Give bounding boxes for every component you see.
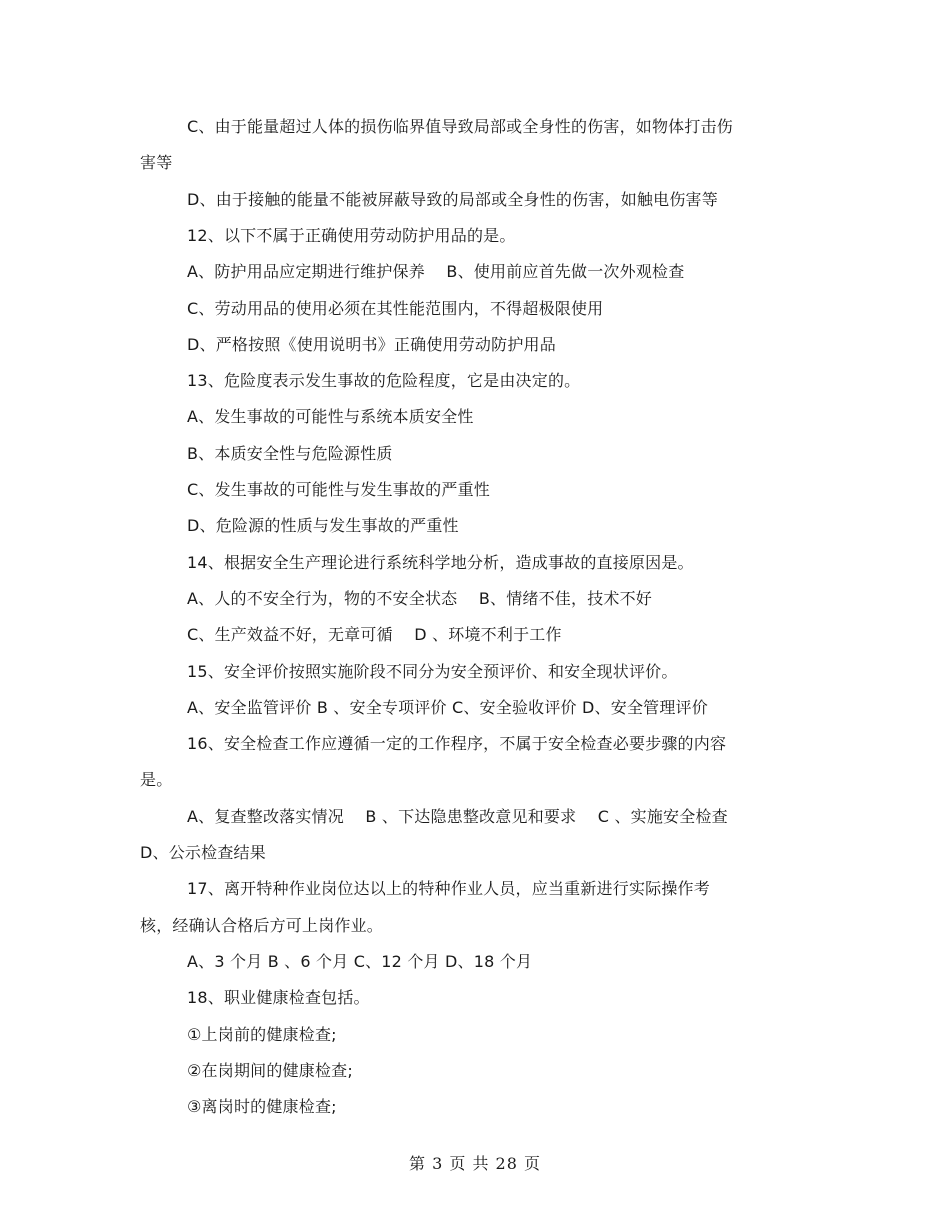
text-line: D、严格按照《使用说明书》正确使用劳动防护用品	[187, 334, 556, 354]
text-line: C、发生事故的可能性与发生事故的严重性	[187, 480, 490, 499]
text-line: A、安全监管评价 B 、安全专项评价 C、安全验收评价 D、安全管理评价	[187, 697, 708, 717]
text-line: B、本质安全性与危险源性质	[187, 443, 393, 463]
text-line: 17、离开特种作业岗位达以上的特种作业人员，应当重新进行实际操作考	[187, 879, 710, 899]
text-line: C、劳动用品的使用必须在其性能范围内，不得超极限使用	[187, 298, 604, 318]
text-line: ③离岗时的健康检查;	[187, 1097, 337, 1117]
text-line: A、发生事故的可能性与系统本质安全性	[187, 407, 474, 427]
text-line: A、复查整改落实情况 B 、下达隐患整改意见和要求 C 、实施安全检查	[187, 806, 728, 826]
text-line: D、公示检查结果	[140, 843, 266, 862]
text-line: D、危险源的性质与发生事故的严重性	[187, 516, 459, 536]
text-line: 14、根据安全生产理论进行系统科学地分析，造成事故的直接原因是。	[187, 552, 694, 572]
text-line: A、防护用品应定期进行维护保养 B、使用前应首先做一次外观检查	[187, 262, 685, 282]
text-line: C、由于能量超过人体的损伤临界值导致局部或全身性的伤害，如物体打击伤	[187, 117, 733, 136]
text-line: 16、安全检查工作应遵循一定的工作程序，不属于安全检查必要步骤的内容	[187, 734, 727, 754]
text-line: 害等	[140, 153, 173, 173]
text-line: 13、危险度表示发生事故的危险程度，它是由决定的。	[187, 371, 581, 391]
text-line: D、由于接触的能量不能被屏蔽导致的局部或全身性的伤害，如触电伤害等	[187, 189, 718, 209]
text-line: ②在岗期间的健康检查;	[187, 1060, 353, 1080]
text-line: C、生产效益不好，无章可循 D 、环境不利于工作	[187, 625, 562, 645]
text-line: 12、以下不属于正确使用劳动防护用品的是。	[187, 225, 516, 245]
text-line: 15、安全评价按照实施阶段不同分为安全预评价、和安全现状评价。	[187, 661, 678, 681]
text-line: A、人的不安全行为，物的不安全状态 B、情绪不佳，技术不好	[187, 588, 653, 608]
page-footer: 第 3 页 共 28 页	[409, 1154, 541, 1173]
text-line: A、3 个月 B 、6 个月 C、12 个月 D、18 个月	[187, 951, 533, 971]
text-line: 是。	[140, 770, 173, 790]
text-line: ①上岗前的健康检查;	[187, 1024, 337, 1044]
text-line: 核，经确认合格后方可上岗作业。	[140, 915, 384, 935]
text-line: 18、职业健康检查包括。	[187, 988, 370, 1008]
